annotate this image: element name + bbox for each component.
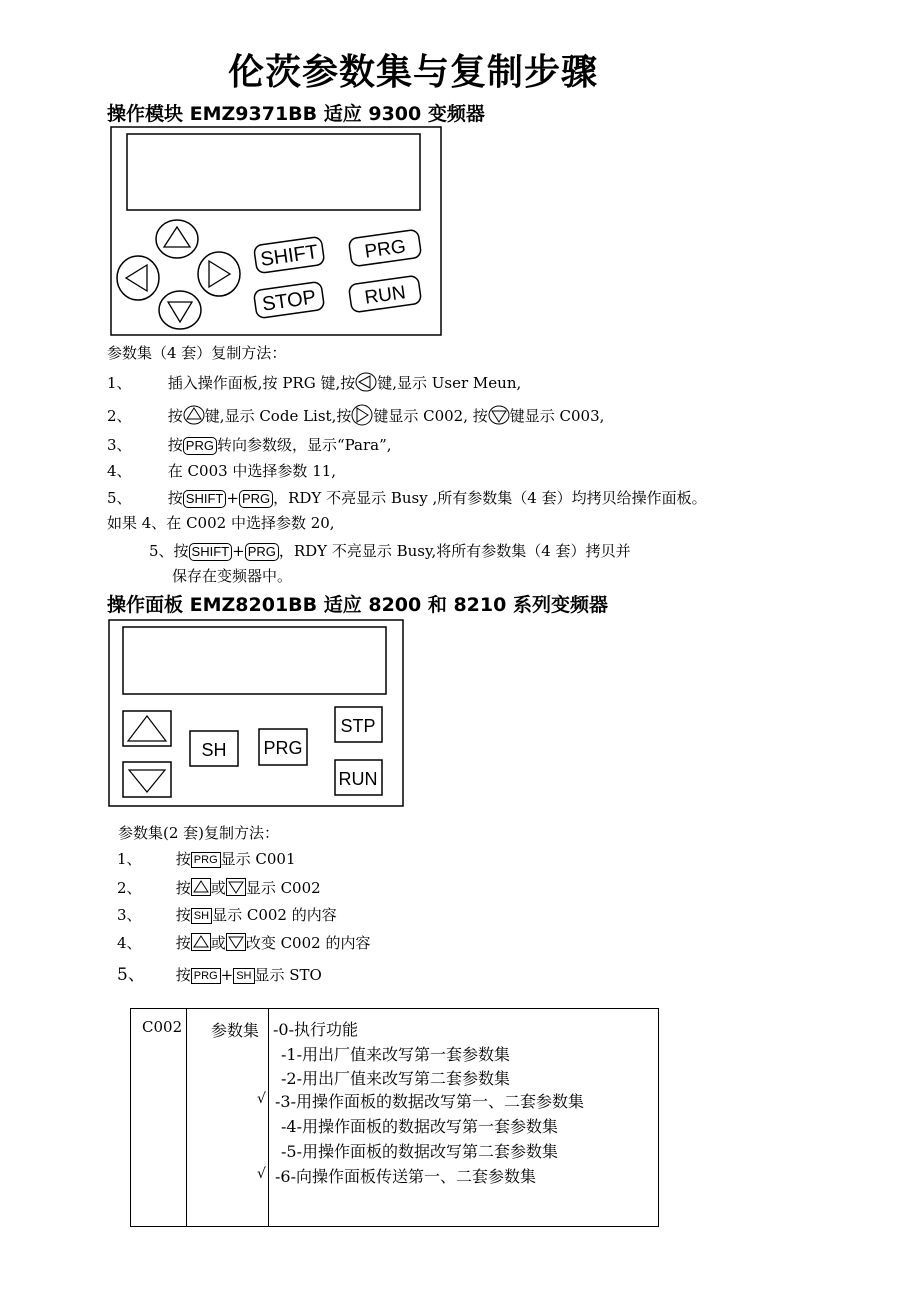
s2-step-4: 4、 按 或 改变 C002 的内容 <box>117 932 370 955</box>
left-arrow-icon <box>355 372 377 396</box>
section2-heading: 操作面板 EMZ8201BB 适应 8200 和 8210 系列变频器 <box>107 594 608 616</box>
down-square-icon <box>226 878 246 900</box>
shift-key-inline: SHIFT <box>189 543 233 561</box>
down-square-icon <box>226 933 246 955</box>
s1-step-5: 5、 按 SHIFT + PRG ，RDY 不亮显示 Busy ,所有参数集（4 套）均拷贝给操作面板。 <box>107 489 707 507</box>
table-code-cell: C002 <box>142 1018 183 1036</box>
shift-key-label: SHIFT <box>259 241 320 271</box>
prg-key-inline: PRG <box>191 852 221 868</box>
shift-key-inline: SHIFT <box>183 490 227 508</box>
up-arrow-key-icon <box>156 220 198 258</box>
s2-step-2: 2、 按 或 显示 C002 <box>117 877 321 900</box>
prg-key-label: PRG <box>363 236 408 263</box>
c002-parameter-table <box>130 1008 659 1227</box>
down-arrow-key-icon <box>159 291 201 329</box>
left-arrow-key-icon <box>117 256 159 300</box>
table-option-0: -0-执行功能 <box>273 1020 358 1039</box>
checkmark-icon: √ <box>257 1091 266 1107</box>
s1-step-3: 3、 按 PRG 转向参数级，显示“Para”, <box>107 436 392 454</box>
prg-key-inline: PRG <box>245 543 279 561</box>
emz9371bb-keypad-illustration <box>110 126 442 336</box>
s2-step-1: 1、 按 PRG 显示 C001 <box>117 850 296 868</box>
table-option-6: -6-向操作面板传送第一、二套参数集 <box>275 1167 536 1186</box>
prg-key-inline: PRG <box>239 490 273 508</box>
prg-key-inline: PRG <box>183 437 217 455</box>
s1-step-5b: 5、按 SHIFT + PRG ，RDY 不亮显示 Busy,将所有参数集（4 套）拷贝并 <box>149 542 631 560</box>
down-arrow-icon <box>488 405 510 429</box>
stop-key-label: STOP <box>260 286 318 316</box>
s2-step-3: 3、 按 SH 显示 C002 的内容 <box>117 906 337 924</box>
prg-key-inline: PRG <box>191 968 221 984</box>
run-key-label: RUN <box>363 282 408 309</box>
sh-key-inline: SH <box>191 908 212 924</box>
table-option-2: -2-用出厂值来改写第二套参数集 <box>281 1069 510 1088</box>
right-arrow-key-icon <box>198 252 240 296</box>
s1-step-4: 4、 在 C003 中选择参数 11, <box>107 462 337 480</box>
table-name-cell: 参数集 <box>211 1021 260 1040</box>
up-square-icon <box>191 878 211 900</box>
s1-step-1: 1、 插入操作面板,按 PRG 键,按 键,显示 User Meun, <box>107 372 521 396</box>
method-label-2-sets: 参数集(2 套)复制方法： <box>118 824 280 842</box>
up-arrow-icon <box>183 405 205 429</box>
run-key-label: RUN <box>338 769 378 789</box>
right-arrow-icon <box>351 404 373 430</box>
sh-key-inline: SH <box>233 968 254 984</box>
s1-step-2: 2、 按 键,显示 Code List,按 键显示 C002, 按 键显示 C003, <box>107 404 604 430</box>
table-option-4: -4-用操作面板的数据改写第一套参数集 <box>281 1117 558 1136</box>
if-line: 如果 4、在 C002 中选择参数 20, <box>107 514 335 532</box>
page-title: 伦茨参数集与复制步骤 <box>228 52 599 93</box>
s1-step-5b-cont: 保存在变频器中。 <box>172 567 293 585</box>
up-key-icon <box>123 711 171 746</box>
emz8201bb-keypad-illustration <box>108 619 404 807</box>
prg-key-label: PRG <box>263 738 303 758</box>
up-square-icon <box>191 933 211 955</box>
method-label-4-sets: 参数集（4 套）复制方法： <box>107 344 287 362</box>
s2-step-5: 5、 按 PRG + SH 显示 STO <box>117 965 322 985</box>
sh-key-label: SH <box>201 740 227 760</box>
down-key-icon <box>123 762 171 797</box>
checkmark-icon: √ <box>257 1166 266 1182</box>
section1-heading: 操作模块 EMZ9371BB 适应 9300 变频器 <box>107 103 485 125</box>
table-option-3: -3-用操作面板的数据改写第一、二套参数集 <box>275 1092 584 1111</box>
table-option-5: -5-用操作面板的数据改写第二套参数集 <box>281 1142 558 1161</box>
table-option-1: -1-用出厂值来改写第一套参数集 <box>281 1045 510 1064</box>
display-window <box>123 627 386 694</box>
display-window <box>127 134 420 210</box>
stp-key-label: STP <box>340 716 376 736</box>
